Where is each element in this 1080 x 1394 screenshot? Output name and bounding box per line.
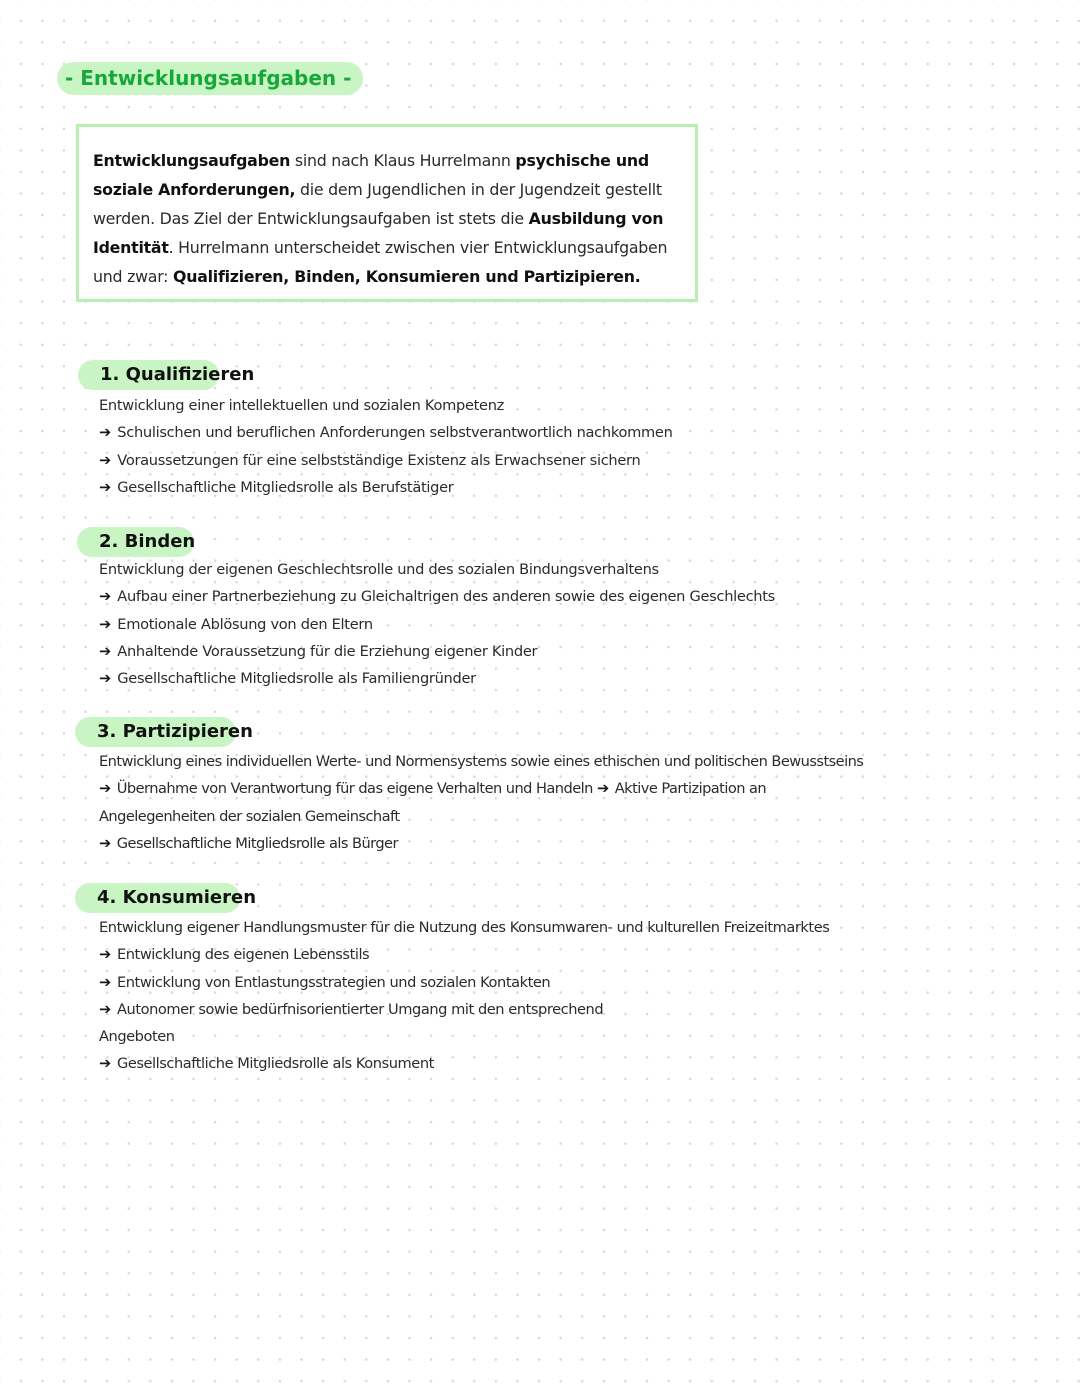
arrow-icon: ➔ xyxy=(99,834,111,852)
list-item: ➔ Gesellschaftliche Mitgliedsrolle als Konsument xyxy=(99,1055,434,1073)
arrow-icon: ➔ xyxy=(99,1055,111,1073)
definition-text: sind nach Klaus Hurrelmann xyxy=(290,151,516,170)
arrow-icon: ➔ xyxy=(99,451,111,469)
arrow-icon: ➔ xyxy=(99,670,111,688)
definition-emphasis: Ausbildung von Identität xyxy=(93,209,664,257)
arrow-icon: ➔ xyxy=(99,973,111,991)
arrow-icon: ➔ xyxy=(596,780,609,798)
section-body xyxy=(99,748,864,857)
section-intro: Entwicklung eigener Handlungsmuster für die Nutzung des Konsumwaren- und kulturellen Freizeitmarktes xyxy=(99,919,830,936)
list-item: ➔ Gesellschaftliche Mitgliedsrolle als Bürger xyxy=(99,834,398,852)
list-item: ➔ Schulischen und beruflichen Anforderungen selbstverantwortlich nachkommen xyxy=(99,424,673,442)
section-body xyxy=(99,914,830,1078)
definition-text: . Hurrelmann unterscheidet zwischen vier Entwicklungsaufgaben und zwar: xyxy=(93,238,668,286)
page-title: - Entwicklungsaufgaben - xyxy=(57,62,363,95)
arrow-icon: ➔ xyxy=(99,780,111,798)
section-intro: Entwicklung einer intellektuellen und sozialen Kompetenz xyxy=(99,397,505,414)
section-heading: 4. Konsumieren xyxy=(75,883,240,913)
definition-term: Entwicklungsaufgaben xyxy=(93,151,291,170)
list-item: ➔ Autonomer sowie bedürfnisorientierter Umgang mit den entsprechend xyxy=(99,1000,604,1018)
list-item: ➔ Voraussetzungen für eine selbstständige Existenz als Erwachsener sichern xyxy=(99,451,641,469)
section-intro: Entwicklung der eigenen Geschlechtsrolle und des sozialen Bindungsverhaltens xyxy=(99,561,659,578)
section-body xyxy=(99,392,819,501)
arrow-icon: ➔ xyxy=(99,642,111,660)
arrow-icon: ➔ xyxy=(99,615,111,633)
arrow-icon: ➔ xyxy=(99,424,111,442)
definition-emphasis: psychische und soziale Anforderungen, xyxy=(93,151,649,199)
section-intro: Entwicklung eines individuellen Werte- und Normensystems sowie eines ethischen und politischen Bewusstseins xyxy=(99,753,864,770)
list-item: ➔ Emotionale Ablösung von den Eltern xyxy=(99,615,373,633)
list-item: ➔ Gesellschaftliche Mitgliedsrolle als Familiengründer xyxy=(99,670,476,688)
section-body xyxy=(99,556,819,692)
definition-text: die dem Jugendlichen in der Jugendzeit gestellt werden. Das Ziel der Entwicklungsaufgaben ist stets die xyxy=(93,180,662,228)
list-item: ➔ Gesellschaftliche Mitgliedsrolle als Berufstätiger xyxy=(99,478,454,496)
list-item-continuation: Angeboten xyxy=(99,1028,175,1046)
arrow-icon: ➔ xyxy=(99,946,111,964)
list-item: ➔ Entwicklung von Entlastungsstrategien und sozialen Kontakten xyxy=(99,973,551,991)
list-item: ➔ Übernahme von Verantwortung für das eigene Verhalten und Handeln ➔ Aktive Partizipation an xyxy=(99,780,767,798)
section-heading: 2. Binden xyxy=(77,527,194,557)
definition-box xyxy=(76,124,698,302)
section-heading: 1. Qualifizieren xyxy=(78,360,219,390)
arrow-icon: ➔ xyxy=(99,588,111,606)
section-heading: 3. Partizipieren xyxy=(75,717,236,747)
list-item-continuation: Angelegenheiten der sozialen Gemeinschaft xyxy=(99,807,400,825)
list-item: ➔ Anhaltende Voraussetzung für die Erziehung eigener Kinder xyxy=(99,642,538,660)
arrow-icon: ➔ xyxy=(99,478,111,496)
definition-emphasis: Qualifizieren, Binden, Konsumieren und Partizipieren. xyxy=(173,267,641,286)
list-item: ➔ Aufbau einer Partnerbeziehung zu Gleichaltrigen des anderen sowie des eigenen Geschlechts xyxy=(99,588,775,606)
arrow-icon: ➔ xyxy=(99,1000,111,1018)
list-item: ➔ Entwicklung des eigenen Lebensstils xyxy=(99,946,370,964)
